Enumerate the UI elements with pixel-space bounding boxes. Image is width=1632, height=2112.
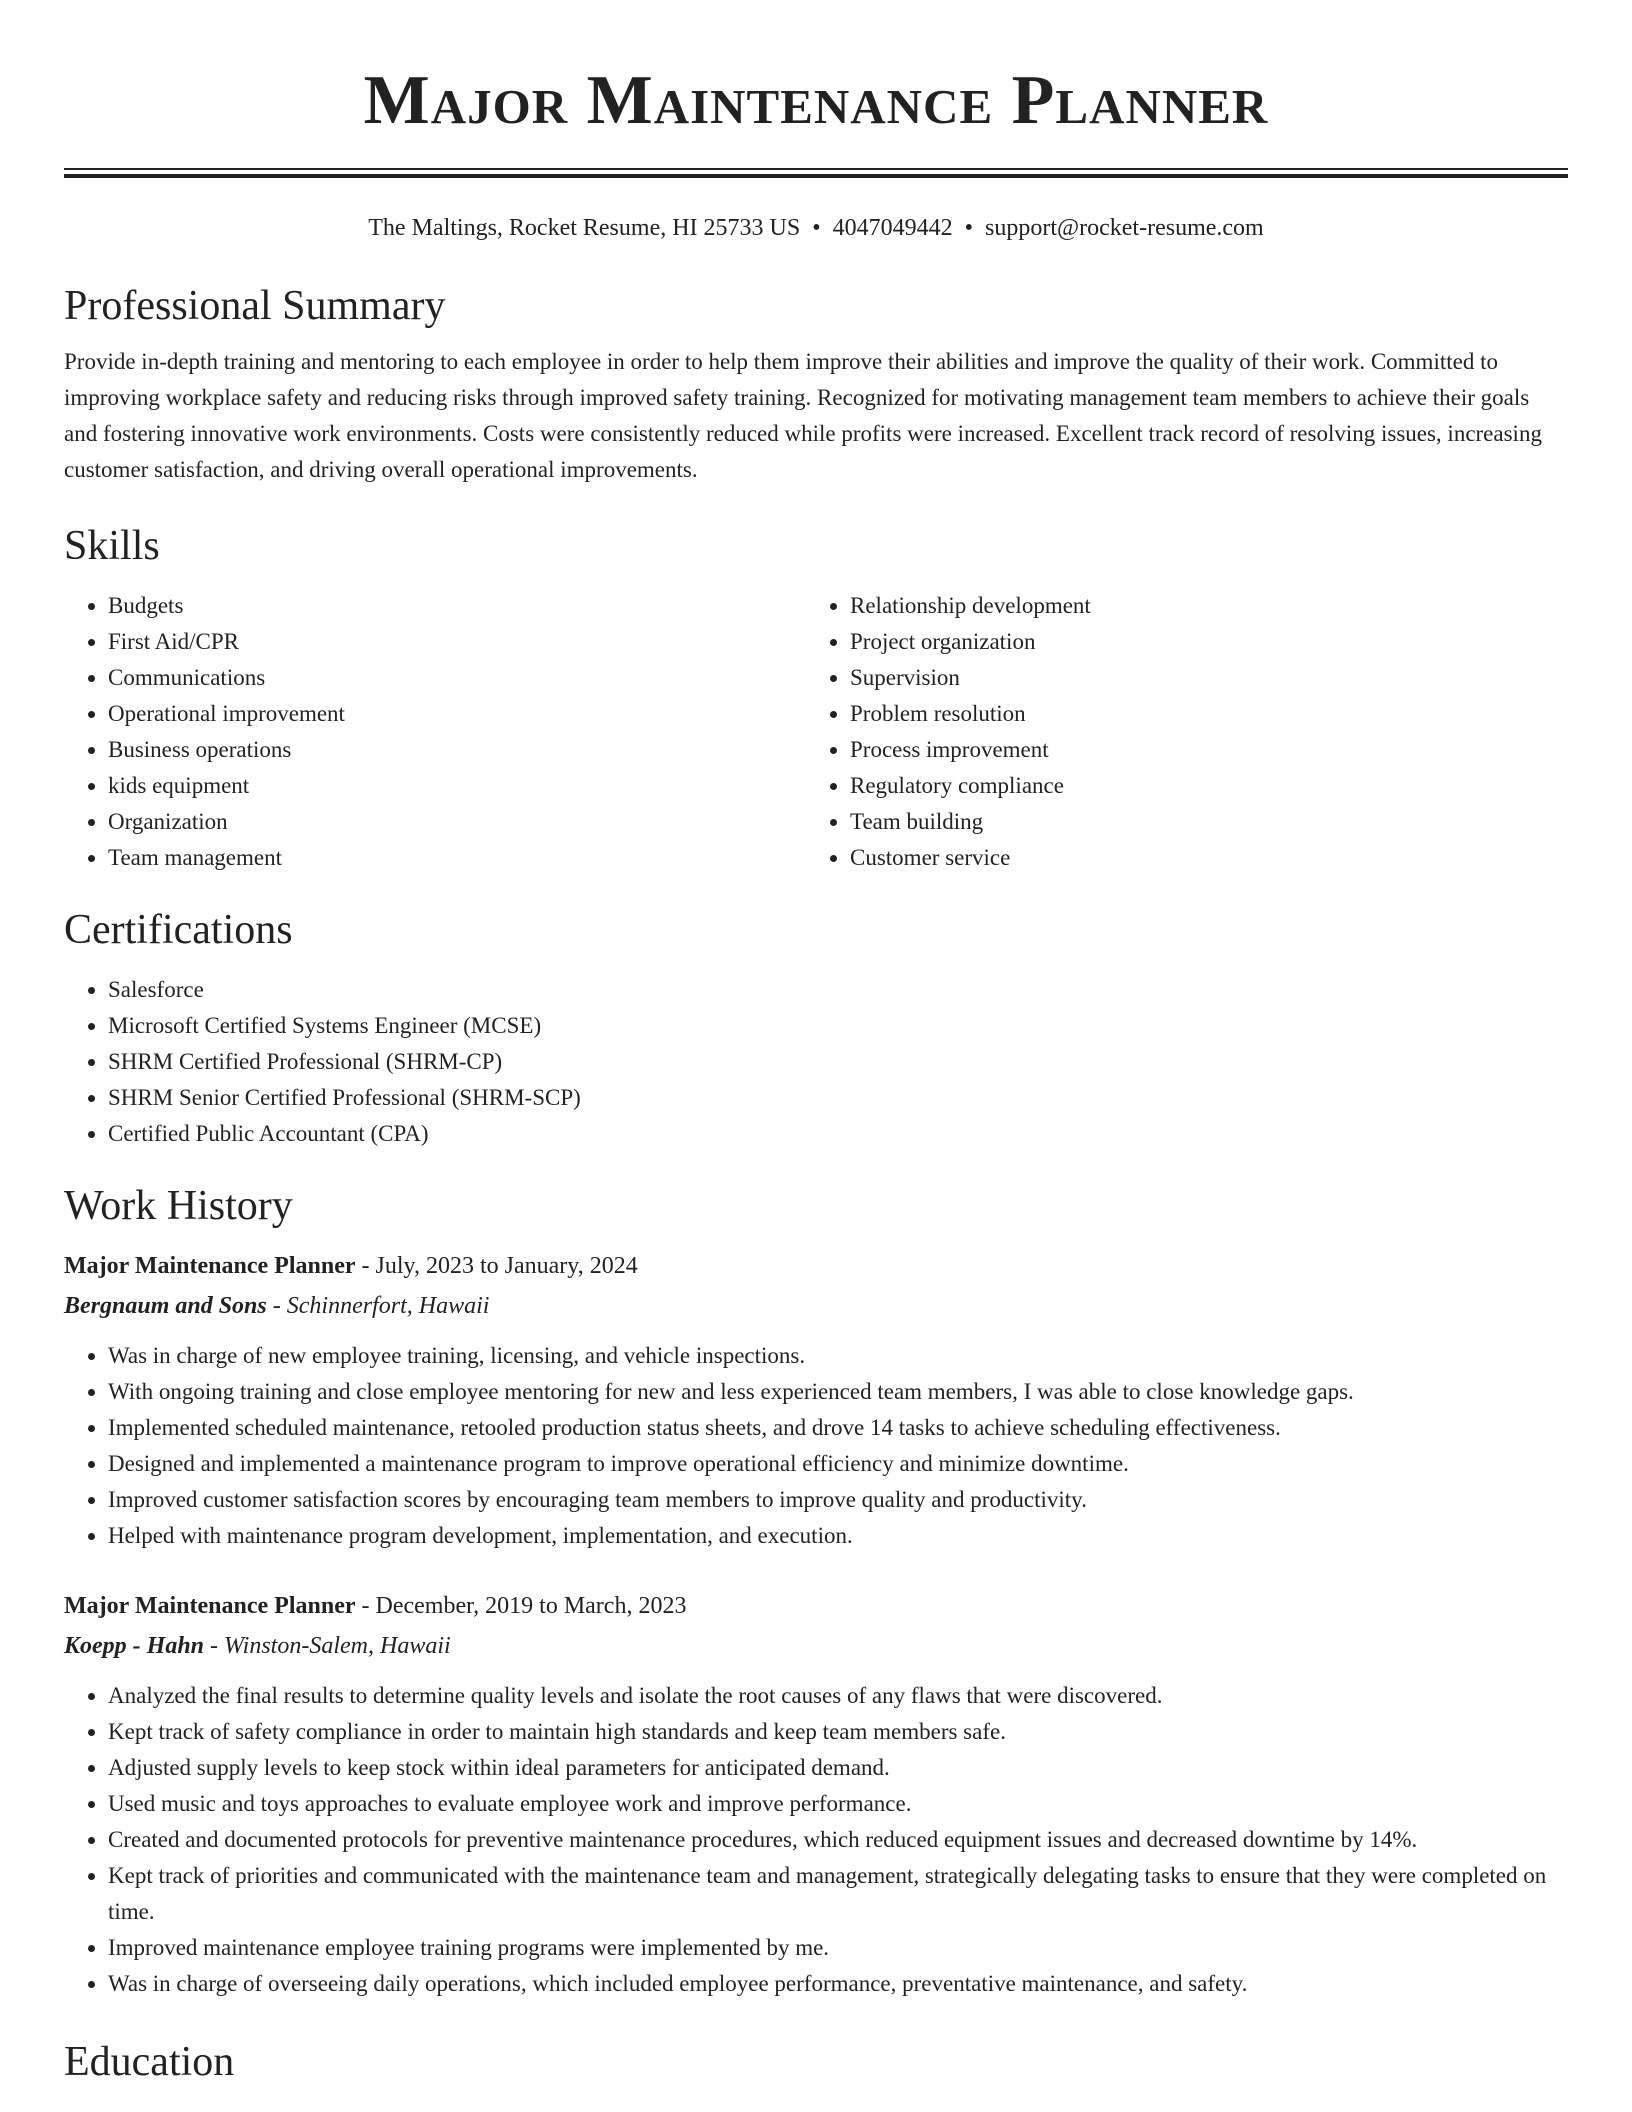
job-entry xyxy=(64,1588,1568,2002)
skill-item: • Relationship development xyxy=(850,588,1548,624)
job-title-line xyxy=(64,1588,1568,1624)
summary-text: Provide in-depth training and mentoring to each employee in order to help them improve their abilities and improve the quality of their work. Committed to improving workplace safety and reducing risks through improved safety training. Recognized for motivating management team members to achieve their goals and fostering innovative work environments. Costs were consistently reduced while profits were increased. Excellent track record of resolving issues, increasing customer satisfaction, and driving overall operational improvements. xyxy=(64,349,1542,482)
skill-item: • Customer service xyxy=(850,840,1548,876)
skills-column-right xyxy=(806,588,1548,876)
skills-heading: Skills xyxy=(64,523,160,569)
skill-item: • Communications xyxy=(108,660,806,696)
job-duties-list xyxy=(64,1338,1568,1554)
skill-item: • Organization xyxy=(108,804,806,840)
job-company-line xyxy=(64,1288,1568,1324)
job-duty-item: • Analyzed the final results to determine quality levels and isolate the root causes of any flaws that were discovered. xyxy=(108,1678,1568,1714)
job-duty-item: • Created and documented protocols for preventive maintenance procedures, which reduced equipment issues and decreased downtime by 14%. xyxy=(108,1822,1568,1858)
job-company: Bergnaum and Sons xyxy=(64,1293,267,1319)
skill-item: • Regulatory compliance xyxy=(850,768,1548,804)
contact-separator: • xyxy=(964,215,974,241)
summary-heading: Professional Summary xyxy=(64,283,446,329)
resume-title: Major Maintenance Planner xyxy=(363,62,1269,139)
job-duty-item: • Implemented scheduled maintenance, retooled production status sheets, and drove 14 tasks to achieve scheduling effectiveness. xyxy=(108,1410,1568,1446)
job-title-line xyxy=(64,1248,1568,1284)
contact-email[interactable]: support@rocket-resume.com xyxy=(985,215,1264,241)
job-duty-item: • Was in charge of overseeing daily operations, which included employee performance, preventative maintenance, and safety. xyxy=(108,1966,1568,2002)
skill-item: • Budgets xyxy=(108,588,806,624)
job-entry xyxy=(64,1248,1568,1554)
resume-page xyxy=(64,0,1568,2090)
certification-item: • Certified Public Accountant (CPA) xyxy=(108,1116,1568,1152)
contact-separator: • xyxy=(812,215,821,241)
certification-item: • Salesforce xyxy=(108,972,1568,1008)
skills-list-right xyxy=(806,588,1548,876)
job-dates: - July, 2023 to January, 2024 xyxy=(355,1253,638,1279)
certifications-list xyxy=(64,972,1568,1152)
skill-item: • Problem resolution xyxy=(850,696,1548,732)
certification-item: • Microsoft Certified Systems Engineer (MCSE) xyxy=(108,1008,1568,1044)
skill-item: • Business operations xyxy=(108,732,806,768)
job-company-line xyxy=(64,1628,1568,1664)
job-duty-item: • Improved maintenance employee training programs were implemented by me. xyxy=(108,1930,1568,1966)
certification-item: • SHRM Senior Certified Professional (SHRM-SCP) xyxy=(108,1080,1568,1116)
skill-item: • Team building xyxy=(850,804,1548,840)
job-duty-item: • Helped with maintenance program development, implementation, and execution. xyxy=(108,1518,1568,1554)
job-dates: - December, 2019 to March, 2023 xyxy=(355,1593,687,1619)
job-location: - Winston-Salem, Hawaii xyxy=(204,1633,451,1659)
job-duty-item: • Kept track of priorities and communicated with the maintenance team and management, strategically delegating tasks to ensure that they were completed on time. xyxy=(108,1858,1568,1930)
contact-line xyxy=(64,212,1568,244)
job-duty-item: • Designed and implemented a maintenance program to improve operational efficiency and minimize downtime. xyxy=(108,1446,1568,1482)
skill-item: • Supervision xyxy=(850,660,1548,696)
job-location: - Schinnerfort, Hawaii xyxy=(266,1293,490,1319)
certifications-heading: Certifications xyxy=(64,907,293,953)
skill-item: • kids equipment xyxy=(108,768,806,804)
certification-item: • SHRM Certified Professional (SHRM-CP) xyxy=(108,1044,1568,1080)
work-history-heading: Work History xyxy=(64,1183,293,1229)
job-duty-item: • Improved customer satisfaction scores by encouraging team members to improve quality and productivity. xyxy=(108,1482,1568,1518)
contact-phone[interactable]: 4047049442 xyxy=(832,215,953,241)
title-divider xyxy=(64,168,1568,178)
education-heading: Education xyxy=(64,2039,235,2085)
skills-grid xyxy=(64,588,1568,876)
job-duty-item: • Was in charge of new employee training, licensing, and vehicle inspections. xyxy=(108,1338,1568,1374)
job-role: Major Maintenance Planner xyxy=(64,1593,356,1619)
job-duty-item: • With ongoing training and close employee mentoring for new and less experienced team members, I was able to close knowledge gaps. xyxy=(108,1374,1568,1410)
skills-column-left xyxy=(64,588,806,876)
skill-item: • Team management xyxy=(108,840,806,876)
job-duty-item: • Kept track of safety compliance in order to maintain high standards and keep team members safe. xyxy=(108,1714,1568,1750)
skill-item: • Project organization xyxy=(850,624,1548,660)
skill-item: • Operational improvement xyxy=(108,696,806,732)
job-duties-list xyxy=(64,1678,1568,2002)
skill-item: • Process improvement xyxy=(850,732,1548,768)
contact-address: The Maltings, Rocket Resume, HI 25733 US xyxy=(368,215,801,241)
job-duty-item: • Adjusted supply levels to keep stock within ideal parameters for anticipated demand. xyxy=(108,1750,1568,1786)
job-duty-item: • Used music and toys approaches to evaluate employee work and improve performance. xyxy=(108,1786,1568,1822)
job-role: Major Maintenance Planner xyxy=(64,1253,356,1279)
skills-list-left xyxy=(64,588,806,876)
skill-item: • First Aid/CPR xyxy=(108,624,806,660)
job-company: Koepp - Hahn xyxy=(64,1633,205,1659)
